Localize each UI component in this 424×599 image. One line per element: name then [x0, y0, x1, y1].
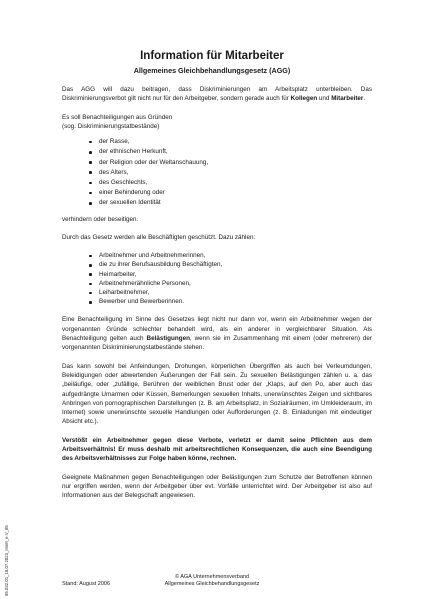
list-item: des Alters, [89, 168, 372, 178]
document-title: Information für Mitarbeiter [140, 50, 284, 62]
intro-und: und [317, 95, 332, 103]
footer-copyright: © AGA Unternehmensverband [174, 574, 250, 580]
list-item: der ethnischen Herkunft, [89, 147, 372, 157]
intro-text: Das AGG will dazu beitragen, dass Diskriminierungen am Arbeitsplatz unterbleiben. Das Diskriminierungsverbot gilt nicht nur für den Arbeitgeber, sondern gerade auch für [62, 86, 372, 103]
list-item: Bewerber und Bewerberinnen. [89, 297, 372, 306]
footer-stand: Stand: August 2006 [62, 581, 111, 587]
intro-mitarbeiter: Mitarbeiter [331, 95, 364, 103]
benachteiligung-text-2: , wenn sie im Zusammenhang mit einem (oder mehreren) der vorgenannten Diskriminierungstatbestände stehen. [62, 335, 373, 352]
intro-end: . [363, 95, 366, 103]
grounds-list [62, 137, 372, 208]
footer-law: Allgemeines Gleichbehandlungsgesetz [164, 581, 260, 587]
examples-paragraph: Das kann sowohl bei Anfeindungen, Drohungen, körperlichen Übergriffen als auch bei Verleumdungen, Beleidigungen oder abwertenden Äußerungen der Fall sein. Zu sexuellen Belästigungen zählen u. a. das „beiläufige, oder „zufällige, Berühren der weiblichen Brust oder der „Klaps, auf den Po, aber auch das aufgedrängte Umarmen oder Küssen, Bemerkungen sexuellen Inhalts, unerwünschtes Zeigen und sichtbares Anbringen von pornographischen Darstellungen (z. B. am Arbeitsplatz, in Sozialräumen, im Umkleideraum, im Internet) sowie unerwünschte sexuelle Handlungen oder Aufforderungen (z. B. Einladungen mit eindeutiger Absicht etc.). [62, 362, 372, 426]
grounds-intro-line1: Es soll Benachteiligungen aus Gründen [62, 113, 173, 121]
document-body [62, 85, 372, 500]
list-item: Arbeitnehmerähnliche Personen, [89, 279, 372, 288]
list-item: Leiharbeitnehmer, [89, 288, 372, 297]
intro-kollegen: Kollegen [290, 95, 318, 103]
list-item: Heimarbeiter, [89, 270, 372, 279]
side-code-text: 65.032.01_18.07.2023_Inset_e.V_85 [4, 525, 9, 596]
list-item: der Religion oder der Weltanschauung, [89, 158, 372, 168]
list-item: Arbeitnehmer und Arbeitnehmerinnen, [89, 251, 372, 260]
intro-paragraph [62, 85, 372, 104]
list-item: der Rasse, [89, 137, 372, 147]
protected-intro: Durch das Gesetz werden alle Beschäftigten geschützt. Dazu zählen: [62, 233, 256, 241]
protected-list [62, 251, 372, 306]
benachteiligung-bold: Belästigungen [146, 335, 190, 343]
grounds-intro-line2: (sog. Diskriminierungstatbestände) [62, 122, 160, 130]
warning-paragraph: Verstößt ein Arbeitnehmer gegen diese Verbote, verletzt er damit seine Pflichten aus dem Arbeitsverhältnis! Er muss deshalb mit arbeitsrechtlichen Konsequenzen, die auch eine Beendigung des Arbeitsverhältnisses zur Folge haben könne, rechnen. [62, 436, 372, 463]
list-item: die zu ihrer Berufsausbildung Beschäftigten, [89, 260, 372, 269]
grounds-outro: verhindern oder beseitigen. [62, 215, 139, 223]
list-item: der sexuellen Identität [89, 198, 372, 208]
measures-paragraph: Geeignete Maßnahmen gegen Benachteiligungen oder Belästigungen zum Schutze der Betroffenen können nur ergriffen werden, wenn der Arbeitgeber über evt. Vorfälle unterrichtet wird. Der Arbeitgeber ist also auf Informationen aus der Belegschaft angewiesen. [62, 473, 372, 500]
list-item: einer Behinderung oder [89, 188, 372, 198]
document-subtitle: Allgemeines Gleichbehandlungsgesetz (AGG) [133, 66, 291, 75]
list-item: des Geschlechts, [89, 178, 372, 188]
benachteiligung-text-1: Eine Benachteiligung im Sinne des Gesetzes liegt nicht nur dann vor, wenn ein Arbeitnehmer wegen der vorgenannten Gründe schlechter behandelt wird, als ein anderer in vergleichbarer Situation. Als Benachteiligung gelten auch [62, 316, 372, 343]
benachteiligung-paragraph [62, 315, 372, 352]
footer-center [0, 574, 424, 588]
